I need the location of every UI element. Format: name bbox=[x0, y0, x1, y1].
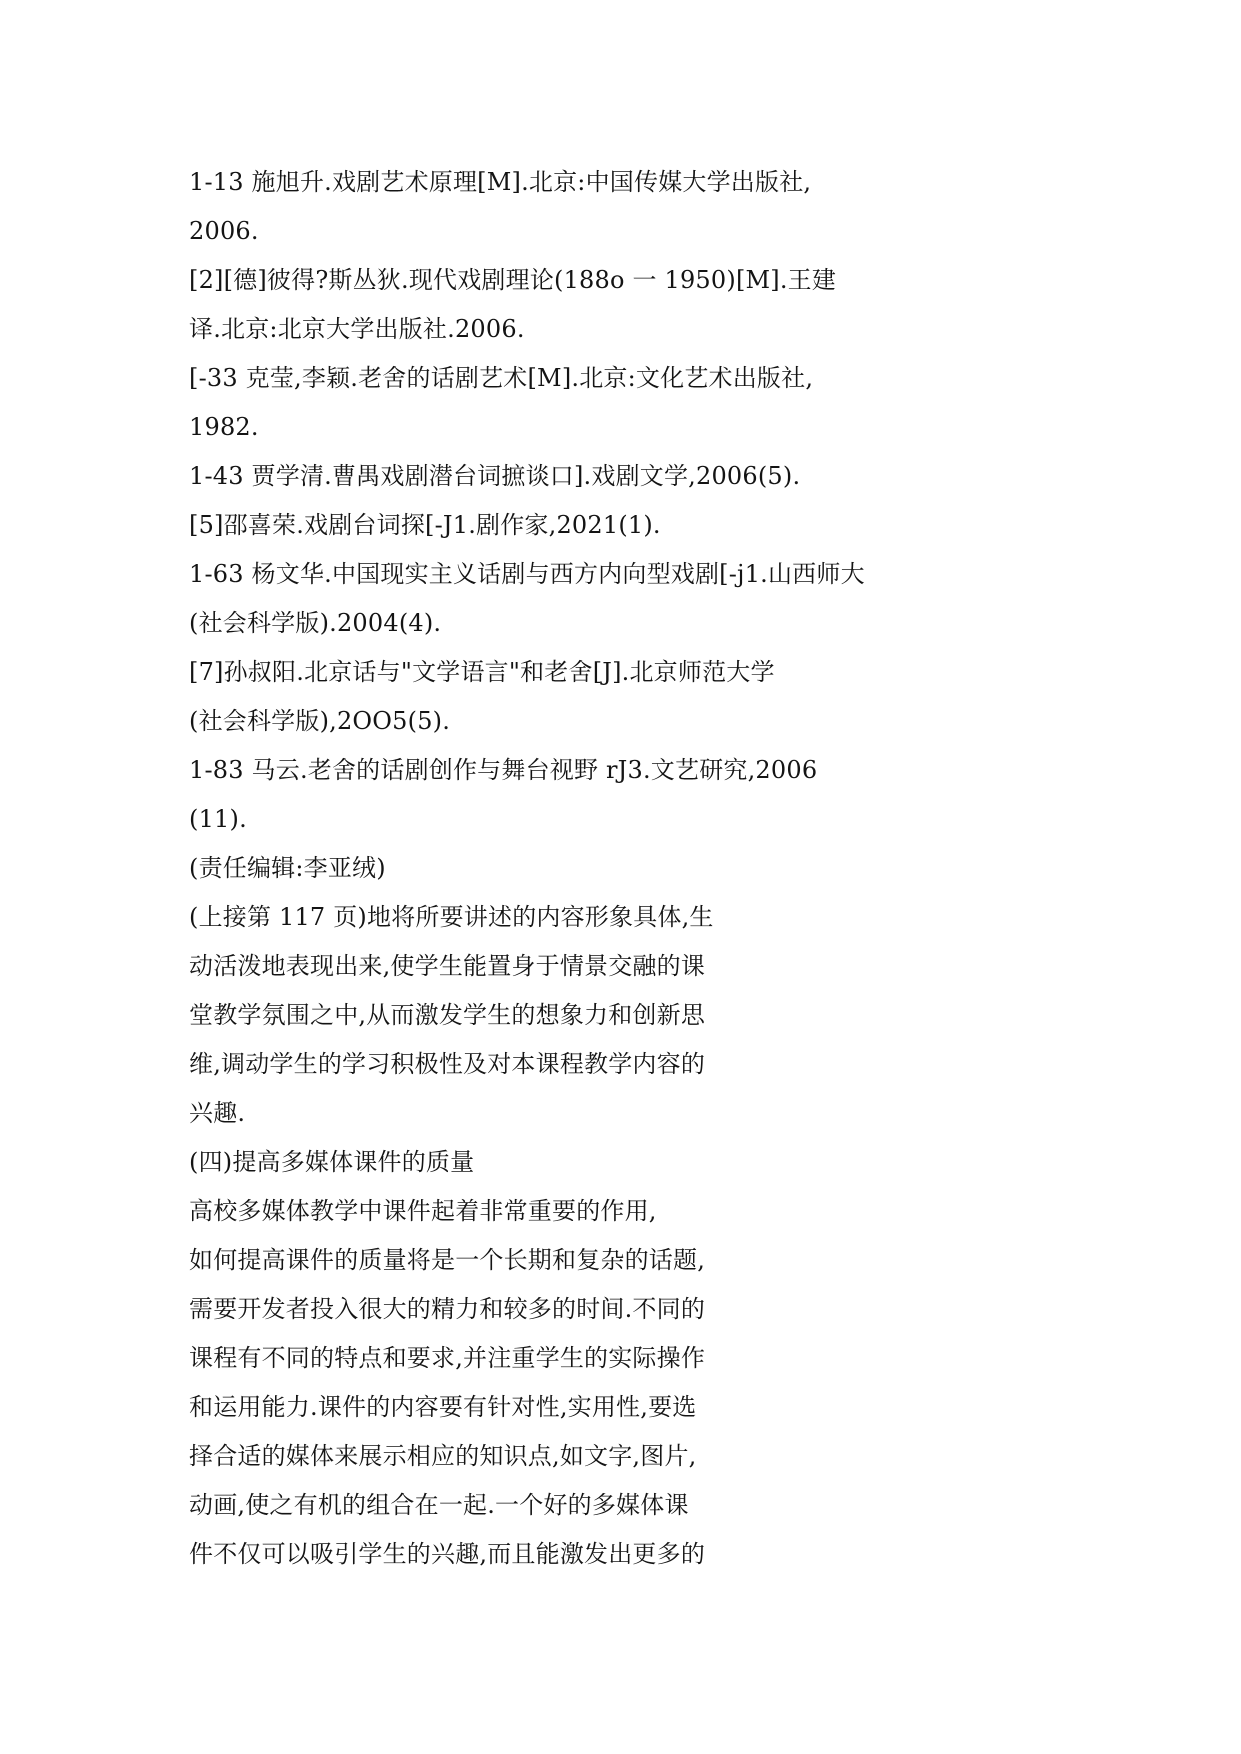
reference-2-line: [2][德]彼得?斯丛狄.现代戏剧理论(188o 一 1950)[M].王建 bbox=[189, 266, 837, 294]
reference-3-continuation: 1982. bbox=[189, 413, 259, 441]
editor-note: (责任编辑:李亚绒) bbox=[189, 854, 386, 882]
reference-5-line: [5]邵喜荣.戏剧台词探[-J1.剧作家,2021(1). bbox=[189, 511, 661, 539]
body-paragraph-line: 如何提高课件的质量将是一个长期和复杂的话题, bbox=[189, 1246, 706, 1274]
body-paragraph-line: 择合适的媒体来展示相应的知识点,如文字,图片, bbox=[189, 1442, 697, 1470]
reference-7-line: [7]孙叔阳.北京话与"文学语言"和老舍[J].北京师范大学 bbox=[189, 658, 775, 686]
body-paragraph-line: 动画,使之有机的组合在一起.一个好的多媒体课 bbox=[189, 1491, 689, 1519]
section-heading: (四)提高多媒体课件的质量 bbox=[189, 1148, 475, 1176]
reference-6-line: 1-63 杨文华.中国现实主义话剧与西方内向型戏剧[-j1.山西师大 bbox=[189, 560, 865, 588]
reference-1-line: 1-13 施旭升.戏剧艺术原理[M].北京:中国传媒大学出版社, bbox=[189, 168, 812, 196]
reference-8-continuation: (11). bbox=[189, 805, 247, 833]
body-paragraph-line: (上接第 117 页)地将所要讲述的内容形象具体,生 bbox=[189, 903, 714, 931]
body-paragraph-line: 兴趣. bbox=[189, 1099, 246, 1127]
document-body bbox=[189, 158, 1089, 1579]
reference-1-continuation: 2006. bbox=[189, 217, 259, 245]
reference-6-continuation: (社会科学版).2004(4). bbox=[189, 609, 442, 637]
body-paragraph-line: 堂教学氛围之中,从而激发学生的想象力和创新思 bbox=[189, 1001, 706, 1029]
body-paragraph-line: 需要开发者投入很大的精力和较多的时间.不同的 bbox=[189, 1295, 706, 1323]
body-paragraph-line: 和运用能力.课件的内容要有针对性,实用性,要选 bbox=[189, 1393, 697, 1421]
body-paragraph-line: 动活泼地表现出来,使学生能置身于情景交融的课 bbox=[189, 952, 706, 980]
reference-3-line: [-33 克莹,李颖.老舍的话剧艺术[M].北京:文化艺术出版社, bbox=[189, 364, 814, 392]
reference-8-line: 1-83 马云.老舍的话剧创作与舞台视野 rJ3.文艺研究,2006 bbox=[189, 756, 818, 784]
reference-4-line: 1-43 贾学清.曹禺戏剧潜台词摭谈口].戏剧文学,2006(5). bbox=[189, 462, 801, 490]
body-paragraph-line: 维,调动学生的学习积极性及对本课程教学内容的 bbox=[189, 1050, 706, 1078]
body-paragraph-line: 高校多媒体教学中课件起着非常重要的作用, bbox=[189, 1197, 657, 1225]
reference-2-continuation: 译.北京:北京大学出版社.2006. bbox=[189, 315, 525, 343]
reference-7-continuation: (社会科学版),2OO5(5). bbox=[189, 707, 451, 735]
body-paragraph-line: 课程有不同的特点和要求,并注重学生的实际操作 bbox=[189, 1344, 706, 1372]
body-paragraph-line: 件不仅可以吸引学生的兴趣,而且能激发出更多的 bbox=[189, 1540, 706, 1568]
